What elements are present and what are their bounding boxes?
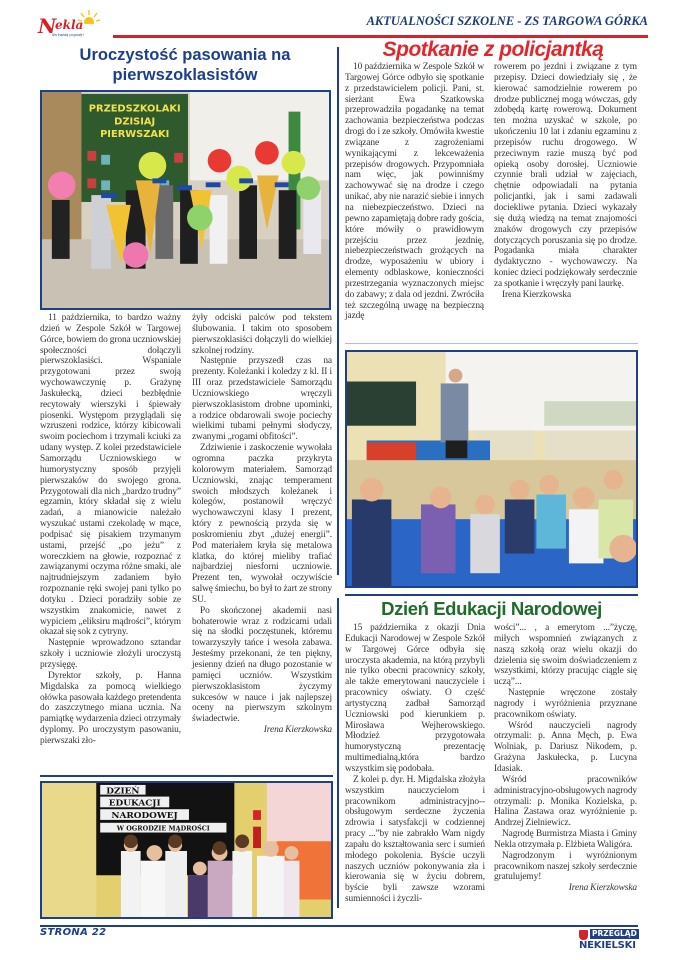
svg-text:DZISIAJ: DZISIAJ xyxy=(114,116,156,128)
column-divider xyxy=(337,47,339,575)
section-divider xyxy=(345,343,638,344)
footer-divider xyxy=(40,925,638,927)
paragraph: 11 października, to bardzo ważny dzień w Zespole Szkół w Targowej Górce, bowiem do grona uczniowskiej społeczności dołączyli pierwszoklasiści. Wspaniale przygotowani przez swoją wychowawczynię p. Grażynę Jaskułecką, dzieci bezbłędnie recytowały wierszyki i śpiewały piosenki. Występom przyglądali się wzruszeni rodzice, którzy kibicowali swoim pociechom i trzymali kciuki za udany występ. Z kolei przedstawiciele Samorządu Uczniowskiego w humorystyczny sposób przyjęli pierwszaków do swojego grona. Przygotowali dla nich „bardzo trudny” egzamin, który składał się z wielu zadań, a mianowicie należało wyszukać ustami czekoladę w mące, podpisać się pisakiem trzymanym ustami, przejść „po jeżu” z woreczkiem na głowie, rozpoznać z zawiązanymi oczyma różne smaki, ale najtrudniejszym zadaniem było rozpoznanie ręki swojej pani tylko po dotyku . Dzieci poradziły sobie ze wszystkim znakomicie, nawet z wypiciem „eliksiru mądrości”, którym okazał się sok z cytryny. xyxy=(40,313,181,638)
page-header xyxy=(38,8,648,40)
nekla-logo xyxy=(38,10,108,40)
przeglad-nekielski-logo xyxy=(579,929,639,957)
section-divider xyxy=(40,775,333,777)
coat-of-arms-icon xyxy=(579,930,588,940)
article2-title: Spotkanie z policjantką xyxy=(382,38,604,61)
column-divider xyxy=(337,598,339,908)
article1-title xyxy=(40,45,330,85)
photo-banner-text: EDUKACJI xyxy=(108,798,161,809)
logo-wordmark: ekla xyxy=(55,18,84,32)
paragraph: wości”... , a emerytom ...”życzę, miłych wspomnień związanych z naszą szkołą oraz wielu okazji do dzielenia się swoim doświadczeniem z wszystkimi, którzy pracując ciągle się uczą”... xyxy=(494,623,637,688)
article3-column-2 xyxy=(494,623,637,894)
article2-column-1 xyxy=(345,62,484,322)
author-signature: Irena Kierzkowska xyxy=(502,289,572,300)
article1-photo xyxy=(40,90,331,310)
paragraph: 10 października w Zespole Szkół w Targowej Górce odbyło się spotkanie z przedstawicielem policji. Pani, st. sierżant Ewa Szatkowska przeprowadziła pogadankę na temat zachowania bezpieczeństwa podczas drogi do i ze szkoły. Omówiła kwestie związane z zagrożeniami wynikającymi z lekceważenia przepisów drogowych. Przypomniała nam więc, jak powinniśmy zachowywać się na drodze i czego unikać, aby nie narazić siebie i innych na niebezpieczeństwo. Dzieci na pewno zapamiętają dobre rady gościa, które mówiły o prawidłowym przejściu przez jezdnię, niebezpieczeństwach grożących na drodze, wyposażeniu w ubiory i elementy odblaskowe, konieczności przestrzegania wyznaczonych miejsc do zabawy; z dala od jezdni. Zwróciła też szczególną uwagę na bezpieczną jazdę xyxy=(345,62,484,322)
logo-letter: N xyxy=(38,14,57,38)
author-signature: Irena Kierzkowska xyxy=(263,725,332,736)
section-divider xyxy=(345,594,638,596)
paragraph: Następnie wprowadzono sztandar szkoły i uczniowie złożyli uroczystą przysięgę. xyxy=(40,638,181,670)
article1-title-line: Uroczystość pasowania na xyxy=(79,46,291,64)
paragraph: Nagrodę Burmistrza Miasta i Gminy Nekla otrzymała p. Elżbieta Waligóra. xyxy=(494,829,637,850)
article3-title: Dzień Edukacji Narodowej xyxy=(381,598,602,619)
paragraph: Po skończonej akademii nasi bohaterowie wraz z rodzicami udali się na słodki poczęstunek, któremu towarzyszyły tańce i wesoła zabawa. Jesteśmy przekonani, że ten piękny, jesienny dzień na długo pozostanie w pamięci uczniów. Wszystkim pierwszoklasistom życzymy sukcesów w nauce i jak najlepszej oceny na pierwszym szkolnym świadectwie. xyxy=(192,605,332,725)
photo-banner-text: NARODOWEJ xyxy=(111,811,178,821)
paragraph: Wśród nauczycieli nagrody otrzymali: p. Anna Męch, p. Ewa Wolniak, p. Dariusz Nikodem, p. Grażyna Jaskułecka, p. Lucyna Idasiak. xyxy=(494,720,637,774)
brand-line2: NEKIELSKI xyxy=(579,940,636,951)
photo-caption-alt xyxy=(331,783,332,784)
paragraph: rowerem po jezdni i związane z tym przepisy. Dzieci dowiedziały się , że kierować samodzielnie rowerem po drodze publicznej mogą wówczas, gdy zdobędą kartę rowerową. Dokument ten można uzyskać w szkole, po ukończeniu 10 lat i zdaniu egzaminu z przepisów ruchu drogowego. W przeciwnym razie muszą być pod opieką osoby dorosłej. Uczniowie czynnie brali udział w zajęciach, chętnie odpowiadali na pytania policjantki, jak i sami zadawali dociekliwe pytania. Dzieci wykazały się dużą wiedzą na temat znajomości znaków drogowych czy przepisów dotyczących poruszania się po drodze. Pogadanka miała charakter dydaktyczno - wychowawczy. Na koniec dzieci podziękowały serdecznie za spotkanie i wręczyły pani laurkę. xyxy=(494,62,637,289)
article2-photo xyxy=(345,350,638,588)
paragraph: Zdziwienie i zaskoczenie wywołała ogromna paczka przykryta kolorowym materiałem. Samorząd Uczniowski, znając temperament swoich młodszych koleżanek i kolegów, postanowił wręczyć wychowawczyni klasy I prezent, który z pewnością przyda się w poskromieniu zbyt „dużej energii”. Pod materiałem kryła się metalowa klatka, do której mieliby trafiać najbardziej niesforni uczniowie. Prezent ten, wywołał oczywiście salwę śmiechu, bo był to żart ze strony SU. xyxy=(192,443,332,605)
paragraph: Dyrektor szkoły, p. Hanna Migdalska za pomocą wielkiego ołówka pasowała każdego pretendenta do zaszczytnego miana ucznia. Na pamiątkę wydarzenia dzieci otrzymały dyplomy. Po uroczystym pasowaniu, pierwszaki zło- xyxy=(40,670,181,746)
photo-caption-alt xyxy=(329,92,330,93)
photo-banner-text: DZIEŃ xyxy=(106,786,140,797)
photo-banner-text: W OGRODZIE MĄDROŚCI xyxy=(116,825,210,833)
banner-text: PRZEDSZKOLAKI xyxy=(88,103,181,115)
police-meeting-image xyxy=(347,352,636,586)
photo-caption-alt xyxy=(636,352,637,353)
children-ceremony-image xyxy=(42,92,329,308)
article1-column-2 xyxy=(192,313,332,736)
article1-column-1 xyxy=(40,313,181,747)
academy-singers-image xyxy=(42,783,331,917)
page-number: STRONA 22 xyxy=(40,927,107,938)
article2-column-2 xyxy=(494,62,637,301)
paragraph: 15 października z okazji Dnia Edukacji Narodowej w Zespole Szkół w Targowej Górce odbyła się uroczysta akademia, na którą przybyli nie tylko obecni pracownicy szkoły, ale także emerytowani nauczyciele i pracownicy oświaty. O część artystyczną zadbał Samorząd Uczniowski pod kierunkiem p. Mirosława Wejherowskiego. Młodzież przygotowała humorystyczną prezentację multimedialną,która bardzo wszystkim się podobała. xyxy=(345,623,485,774)
paragraph: Nagrodzonym i wyróżnionym pracownikom naszej szkoły serdecznie gratulujemy! xyxy=(494,850,637,883)
brand-line1: PRZEGLĄD xyxy=(592,929,637,938)
paragraph: żyły odciski palców pod tekstem ślubowania. I takim oto sposobem pierwszoklasiści dołączyli do wielkiej szkolnej rodziny. xyxy=(192,313,332,356)
paragraph: Następnie przyszedł czas na prezenty. Koleżanki i koledzy z kl. II i III oraz przedstawiciele Samorządu Uczniowskiego wręczyli pierwszoklasistom drobne upominki, a rodzice obdarowali swoje pociechy wielkimi tubami pełnymi słodyczy, zwanymi „rogami obfitości”. xyxy=(192,356,332,443)
section-title: AKTUALNOŚCI SZKOLNE - ZS TARGOWA GÓRKA xyxy=(366,14,648,28)
paragraph: Z kolei p. dyr. H. Migdalska złożyła wszystkim nauczycielom i pracownikom administracyjno--obsługowym serdeczne życzenia zdrowia i satysfakcji w codziennej pracy ...”by nie zabrakło Wam nigdy zapału do kształtowania serc i sumień młodego pokolenia. Byście uczyli naszych uczniów pokonywania zła i kierowania się w życiu dobrem, byście byli zawsze wzorami sumienności i życzli- xyxy=(345,774,485,905)
paragraph: Wśród pracowników administracyjno-obsługowych nagrody otrzymali: p. Monika Kozielska, p. Halina Zastawa oraz wyróżnienie p. Andrzej Zielniewicz. xyxy=(494,774,637,829)
logo-tagline: Na każdą pogodę! xyxy=(52,33,84,37)
article3-column-1 xyxy=(345,623,485,905)
article1-title-line: pierwszoklasistów xyxy=(112,66,258,84)
author-signature: Irena Kierzkowska xyxy=(568,883,637,894)
article3-photo xyxy=(40,781,333,919)
paragraph: Następnie wręczone zostały nagrody i wyróżnienia przyznane pracownikom oświaty. xyxy=(494,688,637,720)
svg-text:PIERWSZAKI: PIERWSZAKI xyxy=(100,129,170,141)
